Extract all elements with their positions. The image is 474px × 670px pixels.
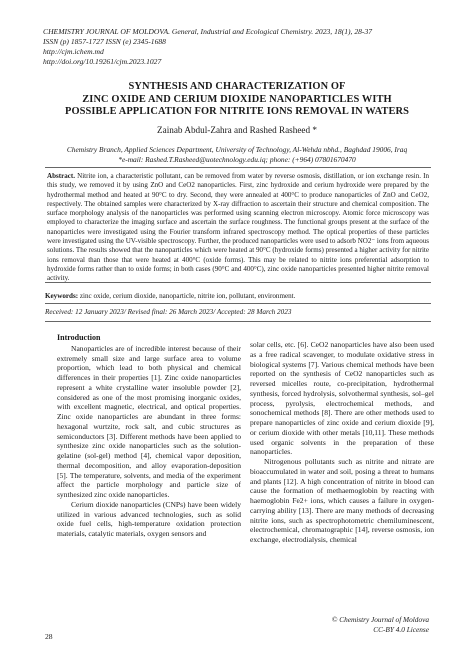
abstract-label: Abstract. xyxy=(47,172,75,180)
affiliation-address: Chemistry Branch, Applied Sciences Department, University of Technology, Al-Wehda nbhd., Baghdad 19006, Iraq xyxy=(66,145,408,154)
submission-dates: Received: 12 January 2023/ Revised final: 26 March 2023/ Accepted: 28 March 2023 xyxy=(45,308,292,316)
keywords xyxy=(45,292,431,300)
divider-bottom xyxy=(45,321,431,322)
title-line-3: POSSIBLE APPLICATION FOR NITRITE IONS REMOVAL IN WATERS xyxy=(65,106,409,117)
keywords-label: Keywords: xyxy=(45,292,79,300)
left-column xyxy=(57,333,241,623)
title-line-2: ZINC OXIDE AND CERIUM DIOXIDE NANOPARTICLES WITH xyxy=(82,93,392,105)
issn-line: ISSN (p) 1857-1727 ISSN (e) 2345-1688 xyxy=(43,37,166,46)
doi-link[interactable]: http://doi.org/10.19261/cjm.2023.1027 xyxy=(43,57,162,66)
copyright-notice: © Chemistry Journal of Moldova xyxy=(331,615,429,624)
keywords-text: zinc oxide, cerium dioxide, nanoparticle, nitrite ion, pollutant, environment. xyxy=(79,292,296,300)
journal-header xyxy=(43,27,433,67)
abstract-box xyxy=(45,167,431,283)
authors: Zainab Abdul-Zahra and Rashed Rasheed * xyxy=(157,125,317,135)
paragraph: Nanoparticles are of incredible interest because of their extremely small size and large surface area to volume proportion, which lead to both physical and chemical differences in their properties [1]. Zinc oxide nanoparticles represent a white crystalline water insoluble powder [2], considered as one of the most promising inorganic oxides, with excellent magnetic, electrical, and optical properties. Zinc oxide nanoparticles are abundant in three forms: hexagonal wurtzite, rock salt, and cubic structures as semiconductors [3]. Different methods have been applied to synthesize zinc oxide nanoparticles such as the solution-gelatine (sol-gel) method [4], chemical vapor deposition, thermal decomposition, and alloy evaporation-deposition [5]. The temperature, solvents, and media of the experiment affect the particle morphology and particle size of synthesized zinc oxide nanoparticles. xyxy=(57,343,241,499)
affiliation xyxy=(30,145,444,164)
paragraph: Nitrogenous pollutants such as nitrite and nitrate are bioaccumulated in water and soil, posing a threat to humans and plants [12]. A high concentration of nitrite in blood can cause the formation of methaemoglobin by reacting with haemoglobin Fe2+ ions, which causes a failure in oxygen-carrying ability [13]. There are many methods of decreasing nitrite ions, such as spectrophotometric chemiluminescent, electrochemical, chromatographic [14], reverse osmosis, ion exchange, electrodialysis, chemical xyxy=(250,457,434,544)
section-heading-introduction: Introduction xyxy=(57,333,101,342)
paper-title xyxy=(30,81,444,119)
page-number: 28 xyxy=(45,632,53,641)
title-line-1: SYNTHESIS AND CHARACTERIZATION OF xyxy=(128,81,346,92)
corresponding-contact: *e-mail: Rashed.T.Rasheed@uotechnology.edu.iq; phone: (+964) 07801670470 xyxy=(118,154,356,164)
paragraph: Cerium dioxide nanoparticles (CNPs) have been widely utilized in various advanced technologies, such as solid oxide fuel cells, high-temperature oxidation protection materials, catalytic materials, oxygen sensors and xyxy=(57,499,241,538)
license-notice: CC-BY 4.0 License xyxy=(373,624,429,634)
journal-url-link[interactable]: http://cjm.ichem.md xyxy=(43,47,104,56)
license-footer xyxy=(332,615,429,634)
divider-top xyxy=(45,303,431,304)
right-column xyxy=(250,340,434,630)
paragraph: solar cells, etc. [6]. CeO2 nanoparticles have also been used as a free radical scavenger, to modulate oxidative stress in biological systems [7]. Various chemical methods have been reported on the synthesis of CeO2 nanoparticles such as reversed micelles route, co-precipitation, hydrothermal synthesis, forced hydrolysis, solvothermal synthesis, sol–gel process, pyrolysis, electrochemical methods, and sonochemical methods [8]. There are other methods used to prepare nanoparticles of zinc oxide and cerium dioxide [9], or cerium dioxide with other metals [10,11]. These methods used organic solvents in the preparation of these nanoparticles. xyxy=(250,340,434,457)
abstract-text: Nitrite ion, a characteristic pollutant, can be removed from water by reverse osmosis, distillation, or ion exchange resin. In this study, we removed it by using ZnO and CeO2 nanoparticles. First, zinc hydroxide and cerium hydroxide were prepared by the hydrothermal method and heated at 90°C to dry. Second, they were annealed at 400°C to produce nanoparticles of ZnO and CeO2, respectively. The obtained samples were characterized by X-ray diffraction to ascertain their structure and chemical composition. The surface morphology analysis of the nanoparticles was performed using scanning electron microscopy. Atomic force microscopy was employed to characterize the imaging surface and ascertain the surface roughness. The functional groups present at the surface of the nanoparticles were investigated using the Fourier transform infrared spectroscopy method. The optical properties of these particles were investigated using the UV-visible spectroscopy. Further, the produced nanoparticles were used to adsorb NO2⁻ ions from aqueous solutions. The results showed that the nanoparticles which were heated at 90°C (hydroxide forms) presented a higher activity for nitrite ions removal than those that were heated at 400°C (oxide forms). This may be related to nitrite ions preferential adsorption to hydroxide forms rather than to oxide forms; in both cases (90°C and 400°C), zinc oxide nanoparticles presented higher nitrite removal activity. xyxy=(47,172,429,283)
journal-name: CHEMISTRY JOURNAL OF MOLDOVA. General, Industrial and Ecological Chemistry. 2023, 18(1), 28-37 xyxy=(43,27,373,36)
